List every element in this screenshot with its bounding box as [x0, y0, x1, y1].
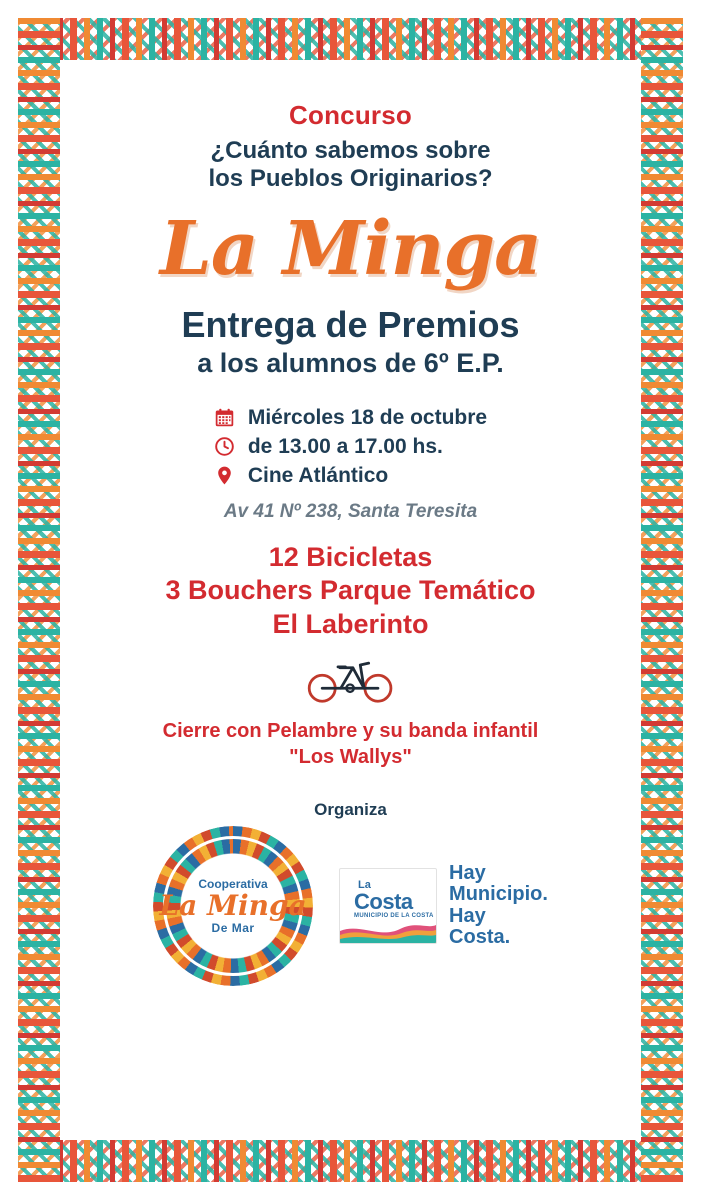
bicycle-icon	[304, 652, 398, 704]
la-costa-sub-text: MUNICIPIO DE LA COSTA	[354, 912, 434, 919]
slogan-line-2: Municipio.	[449, 883, 548, 906]
organiza-label: Organiza	[314, 799, 387, 819]
border-band-top	[18, 18, 683, 60]
ethnic-pattern	[18, 18, 683, 60]
border-band-left	[18, 18, 60, 1182]
wave-graphic	[340, 921, 436, 943]
subheading-line-2: los Pueblos Originarios?	[208, 165, 493, 193]
border-band-bottom	[18, 1140, 683, 1182]
prize-item: El Laberinto	[272, 609, 429, 640]
cooperativa-la-minga-logo	[153, 826, 313, 986]
la-costa-costa-text: Costa	[354, 888, 413, 914]
event-subtitle: a los alumnos de 6º E.P.	[197, 347, 504, 378]
detail-venue	[214, 464, 487, 488]
logos-row	[72, 826, 629, 986]
kicker-text: Concurso	[289, 100, 412, 130]
event-details-list	[214, 401, 487, 493]
border-band-right	[641, 18, 683, 1182]
ethnic-pattern	[18, 1140, 683, 1182]
closing-note	[72, 718, 629, 770]
prizes-list	[72, 541, 629, 642]
ethnic-pattern	[18, 18, 60, 1182]
coop-line-1: Cooperativa	[198, 876, 268, 891]
slogan-line-1: Hay	[449, 861, 486, 884]
calendar-icon	[214, 407, 236, 429]
closing-line-1: Cierre con Pelambre y su banda infantil	[162, 719, 539, 742]
closing-line-2: "Los Wallys"	[289, 745, 412, 768]
coop-line-3: De Mar	[211, 920, 255, 935]
prize-item: 3 Bouchers Parque Temático	[165, 575, 536, 606]
detail-date	[214, 406, 487, 430]
detail-time	[214, 435, 487, 459]
poster-content	[62, 62, 639, 1138]
subheading-line-1: ¿Cuánto sabemos sobre	[210, 137, 491, 164]
ethnic-pattern	[641, 18, 683, 1182]
detail-time-text: de 13.00 a 17.00 hs.	[247, 434, 443, 458]
detail-date-text: Miércoles 18 de octubre	[247, 405, 488, 429]
subheading	[72, 137, 629, 194]
coop-line-2: La Minga	[159, 888, 307, 922]
slogan-line-3: Hay	[449, 904, 486, 927]
brand-wordmark: La Minga	[159, 205, 542, 292]
prize-item: 12 Bicicletas	[268, 541, 433, 572]
event-title: Entrega de Premios	[181, 303, 520, 345]
municipio-la-costa-logo	[339, 863, 548, 949]
location-pin-icon	[214, 465, 236, 487]
slogan-line-4: Costa.	[449, 926, 511, 949]
logo-text-block	[153, 826, 313, 986]
la-costa-mark	[339, 868, 437, 944]
municipio-slogan	[449, 863, 548, 949]
detail-venue-text: Cine Atlántico	[247, 463, 389, 487]
clock-icon	[214, 436, 236, 458]
la-costa-la-text: La	[358, 878, 371, 891]
venue-address: Av 41 Nº 238, Santa Teresita	[223, 500, 478, 522]
